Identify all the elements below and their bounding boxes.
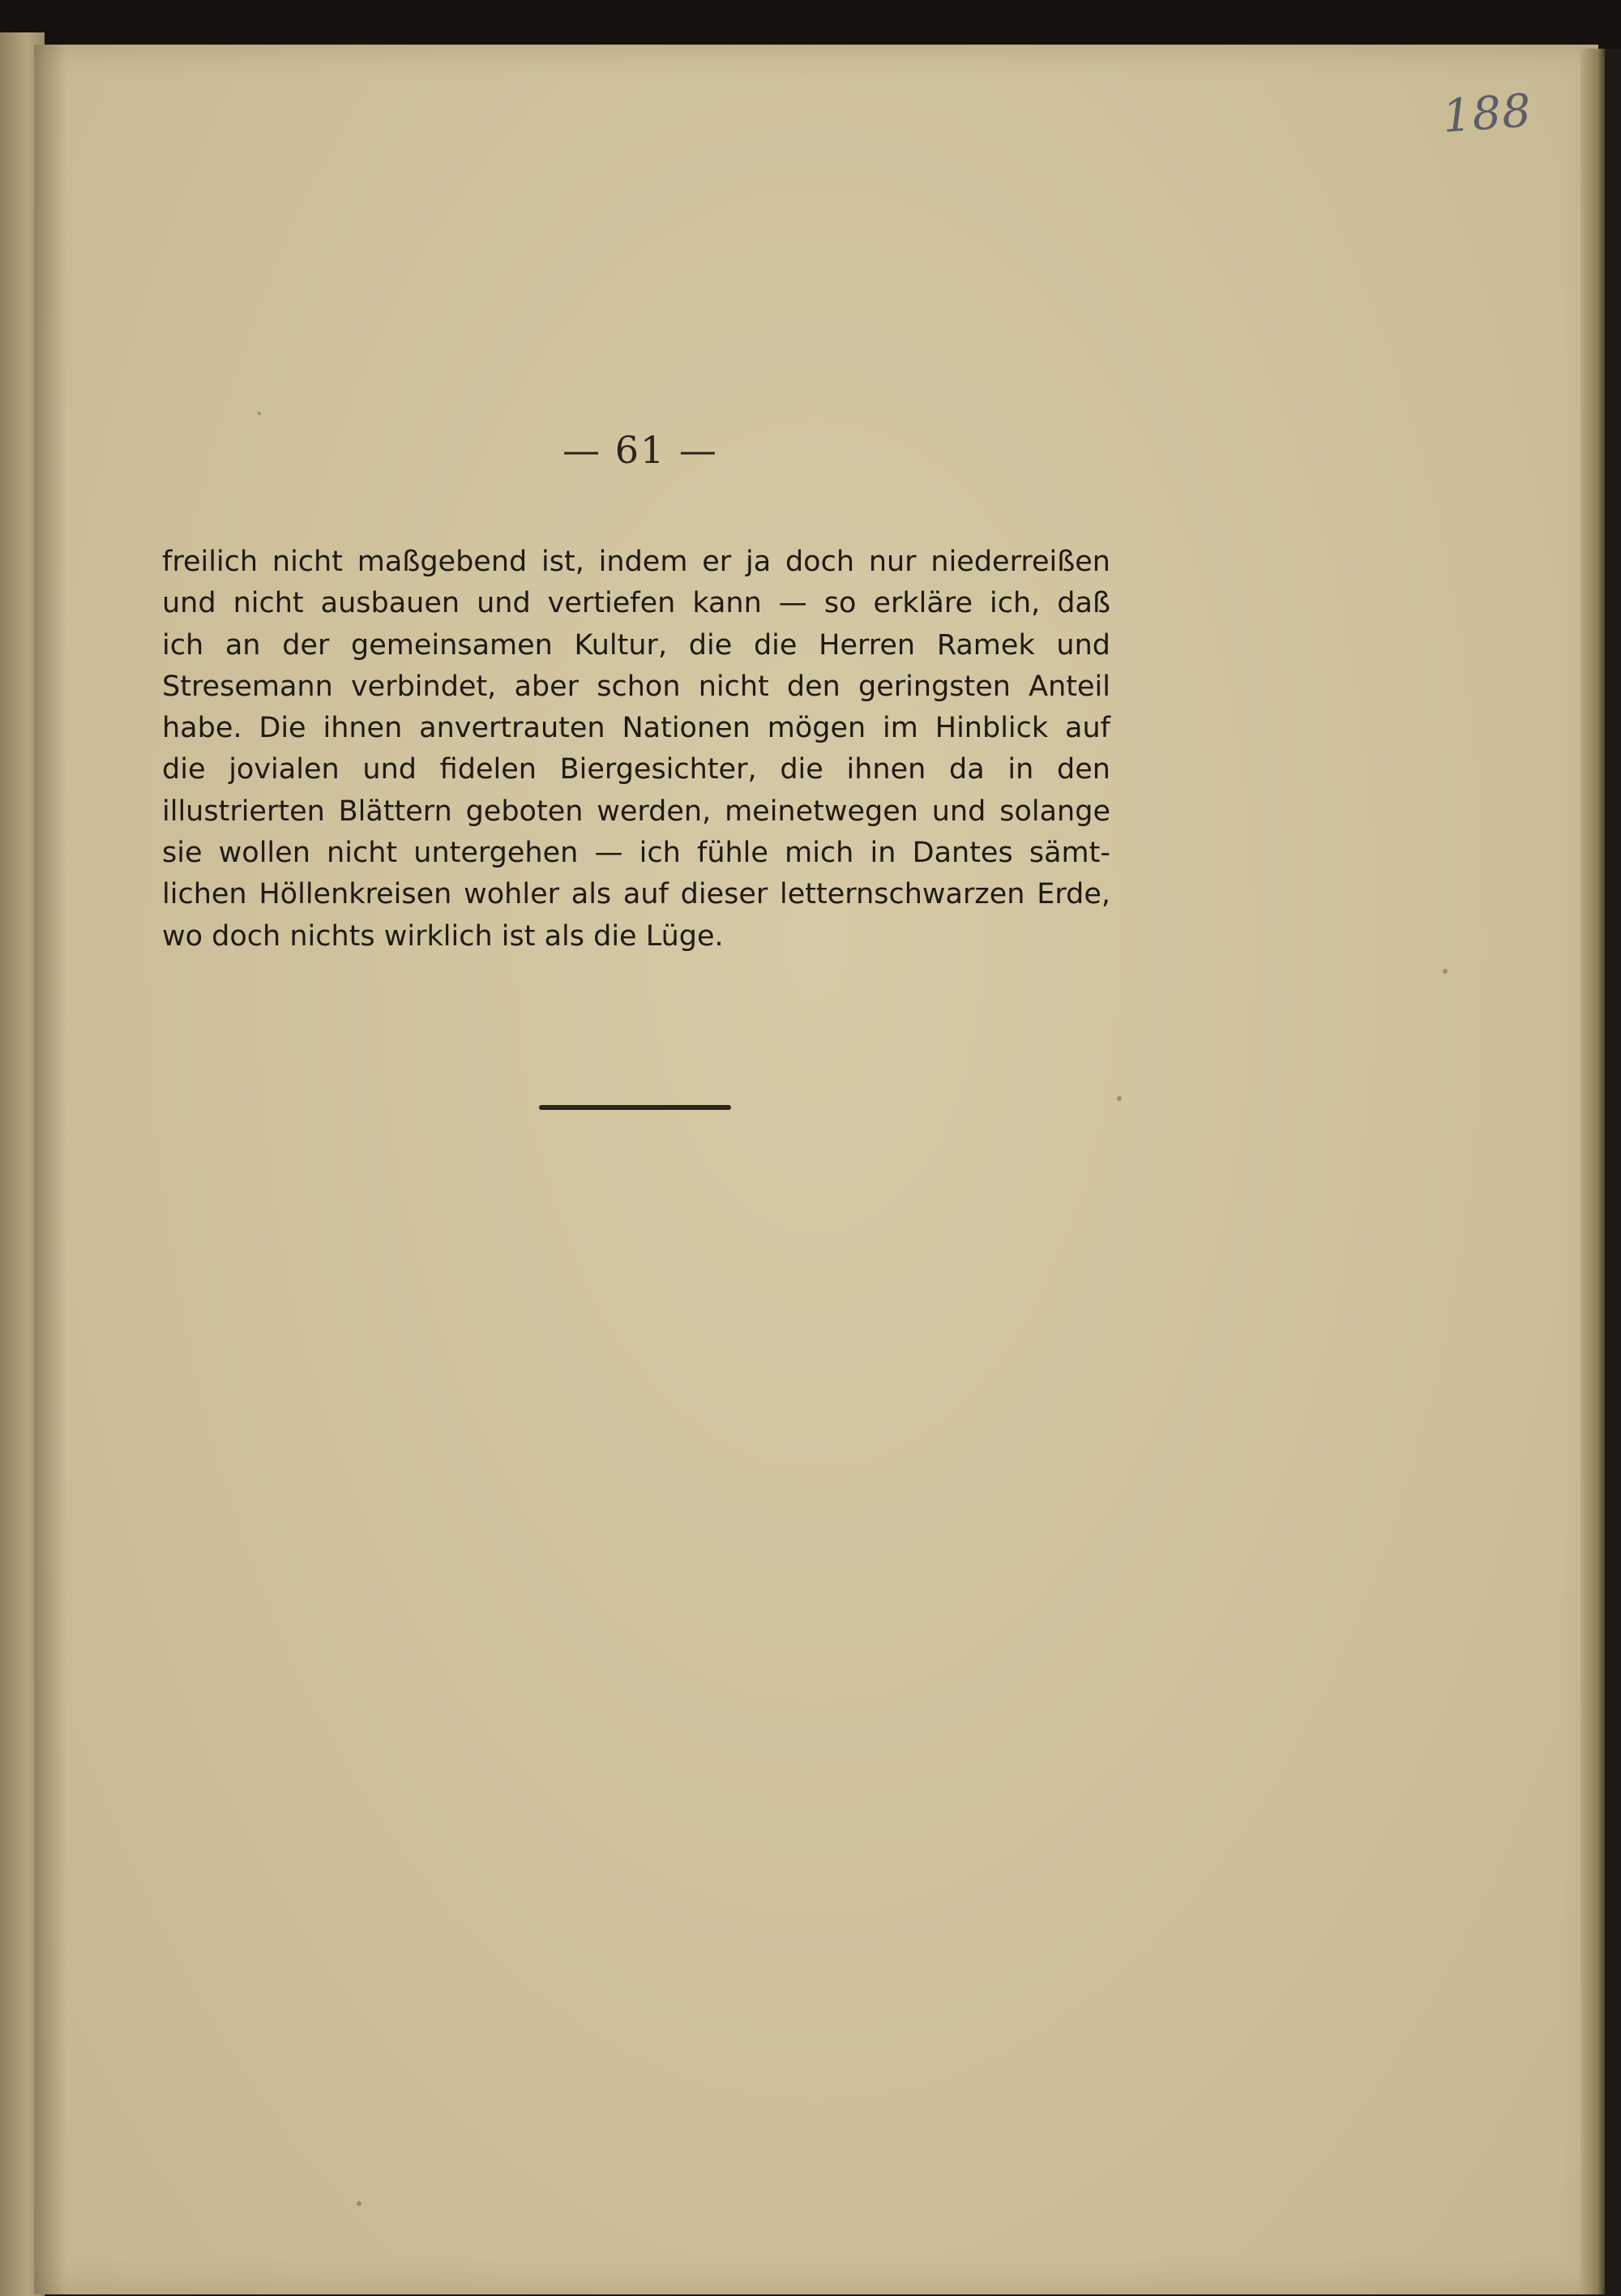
paper-speck [258,412,261,415]
handwritten-folio-number: 188 [1440,84,1533,144]
text-line: habe. Die ihnen anvertrauten Nationen mögen im Hinblick auf [162,712,1110,745]
scanner-background [0,0,1621,49]
paper-speck [1117,1096,1122,1101]
text-line: Stresemann verbindet, aber schon nicht den geringsten Anteil [162,670,1110,703]
paper-speck [357,2201,361,2206]
book-page [34,45,1598,2294]
binding-shadow [34,45,66,2294]
text-line: lichen Höllenkreisen wohler als auf dieser letternschwarzen Erde, [162,878,1110,911]
text-line: freilich nicht maßgebend ist, indem er ja doch nur niederreißen [162,546,1110,578]
page-number: — 61 — [562,428,718,472]
body-paragraph [162,542,1110,957]
end-of-text-rule [539,1105,731,1110]
page-fore-edge [1580,49,1605,2294]
text-line: und nicht ausbauen und vertiefen kann — so erkläre ich, daß [162,587,1110,620]
text-line: wo doch nichts wirklich ist als die Lüge. [162,919,724,953]
text-line: ich an der gemeinsamen Kultur, die die Herren Ramek und [162,628,1110,662]
text-line: sie wollen nicht untergehen — ich fühle mich in Dantes sämt- [162,837,1110,870]
paper-speck [1443,969,1448,974]
text-line: die jovialen und fidelen Biergesichter, die ihnen da in den [162,753,1110,786]
text-line: illustrierten Blättern geboten werden, meinetwegen und solange [162,795,1110,828]
